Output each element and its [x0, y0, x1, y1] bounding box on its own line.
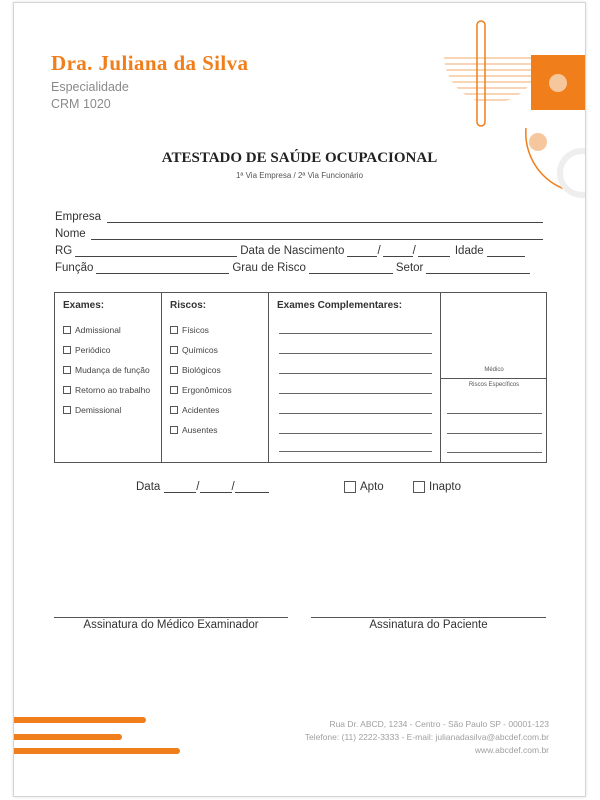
- exame-periodico[interactable]: Periódico: [63, 345, 110, 355]
- inapto-checkbox[interactable]: [413, 481, 425, 493]
- data-year-line[interactable]: [235, 481, 269, 493]
- inapto-option[interactable]: [413, 481, 461, 493]
- orange-square: [531, 55, 585, 110]
- checkbox[interactable]: [170, 366, 178, 374]
- idade-line[interactable]: [487, 245, 525, 257]
- complementar-line[interactable]: [279, 413, 432, 414]
- footer-website: www.abcdef.com.br: [474, 745, 549, 755]
- empresa-label: Empresa: [55, 211, 102, 223]
- checkbox[interactable]: [63, 406, 71, 414]
- inapto-label: Inapto: [429, 481, 461, 493]
- complementar-line[interactable]: [279, 451, 432, 452]
- exames-header: Exames:: [63, 300, 105, 311]
- footer-bar: [13, 748, 180, 754]
- complementar-line[interactable]: [279, 333, 432, 334]
- data-label: Data: [136, 481, 161, 493]
- apto-option[interactable]: [344, 481, 384, 493]
- checkbox[interactable]: [63, 366, 71, 374]
- grau-risco-label: Grau de Risco: [232, 262, 306, 274]
- exams-table: [54, 292, 547, 463]
- dn-month-line[interactable]: [383, 245, 413, 257]
- data-month-line[interactable]: [200, 481, 232, 493]
- document-subtitle: 1ª Via Empresa / 2ª Via Funcionário: [235, 171, 364, 180]
- checkbox[interactable]: [170, 326, 178, 334]
- complementar-line[interactable]: [279, 393, 432, 394]
- complementares-column: [269, 293, 441, 462]
- rg-row: RG Data de Nascimento / / Idade: [55, 245, 528, 257]
- idade-label: Idade: [454, 245, 484, 257]
- setor-line[interactable]: [426, 262, 530, 274]
- right-box-divider: [441, 378, 546, 379]
- funcao-line[interactable]: [96, 262, 229, 274]
- setor-label: Setor: [395, 262, 424, 274]
- document-title: ATESTADO DE SAÚDE OCUPACIONAL: [161, 150, 438, 166]
- checkbox[interactable]: [170, 426, 178, 434]
- checkbox[interactable]: [63, 346, 71, 354]
- nome-line[interactable]: [91, 228, 543, 240]
- risco-fisicos[interactable]: Físicos: [170, 325, 209, 335]
- doctor-specialty: Especialidade: [51, 80, 129, 94]
- striped-half-circle: [444, 58, 540, 100]
- paciente-signature-label: Assinatura do Paciente: [369, 619, 488, 631]
- square-dot: [549, 74, 567, 92]
- checkbox[interactable]: [63, 386, 71, 394]
- checkbox[interactable]: [170, 406, 178, 414]
- exame-demissional[interactable]: Demissional: [63, 405, 121, 415]
- apto-label: Apto: [360, 481, 384, 493]
- risco-acidentes[interactable]: Acidentes: [170, 405, 219, 415]
- checkbox[interactable]: [63, 326, 71, 334]
- risco-biologicos[interactable]: Biológicos: [170, 365, 221, 375]
- dn-day-line[interactable]: [347, 245, 377, 257]
- small-circle: [529, 133, 547, 151]
- footer-contact: Telefone: (11) 2222-3333 - E-mail: julianadasilva@abcdef.com.br: [304, 732, 549, 742]
- grau-risco-line[interactable]: [309, 262, 393, 274]
- footer-address: Rua Dr. ABCD, 1234 - Centro - São Paulo SP - 00001-123: [329, 719, 549, 729]
- risco-especifico-line[interactable]: [447, 452, 542, 453]
- risco-quimicos[interactable]: Químicos: [170, 345, 218, 355]
- footer-bar: [13, 734, 122, 740]
- document-sheet: [13, 2, 586, 797]
- rg-line[interactable]: [75, 245, 237, 257]
- exame-admissional[interactable]: Admissional: [63, 325, 121, 335]
- funcao-label: Função: [55, 262, 94, 274]
- data-day-line[interactable]: [164, 481, 196, 493]
- dn-year-line[interactable]: [418, 245, 450, 257]
- medico-signature-line[interactable]: [54, 617, 288, 618]
- complementar-line[interactable]: [279, 353, 432, 354]
- riscos-especificos-caption: Riscos Específicos: [468, 382, 520, 388]
- complementares-header: Exames Complementares:: [277, 300, 403, 311]
- data-nascimento-label: Data de Nascimento: [240, 245, 345, 257]
- empresa-line[interactable]: [107, 211, 543, 223]
- risco-ausentes[interactable]: Ausentes: [170, 425, 217, 435]
- nome-field[interactable]: [55, 228, 546, 240]
- risco-ergonomicos[interactable]: Ergonômicos: [170, 385, 232, 395]
- complementar-line[interactable]: [279, 433, 432, 434]
- risco-especifico-line[interactable]: [447, 433, 542, 434]
- checkbox[interactable]: [170, 386, 178, 394]
- funcao-row: [55, 262, 533, 274]
- riscos-column: [162, 293, 269, 462]
- vertical-pill: [477, 21, 485, 126]
- apto-checkbox[interactable]: [344, 481, 356, 493]
- risco-especifico-line[interactable]: [447, 413, 542, 414]
- medico-caption: Médico: [484, 367, 504, 373]
- paciente-signature-line[interactable]: [311, 617, 546, 618]
- doctor-crm: CRM 1020: [51, 97, 111, 111]
- nome-label: Nome: [55, 228, 86, 240]
- empresa-field[interactable]: [55, 211, 546, 223]
- doctor-name: Dra. Juliana da Silva: [51, 51, 249, 75]
- exame-retorno-trabalho[interactable]: Retorno ao trabalho: [63, 385, 150, 395]
- exame-mudanca-funcao[interactable]: Mudança de função: [63, 365, 150, 375]
- footer-bar: [13, 717, 146, 723]
- rg-label: RG: [55, 245, 73, 257]
- riscos-header: Riscos:: [170, 300, 207, 311]
- medico-signature-label: Assinatura do Médico Examinador: [83, 619, 259, 631]
- complementar-line[interactable]: [279, 373, 432, 374]
- exames-column: [55, 293, 162, 462]
- data-field[interactable]: Data / /: [136, 481, 269, 493]
- checkbox[interactable]: [170, 346, 178, 354]
- right-box: [441, 293, 546, 462]
